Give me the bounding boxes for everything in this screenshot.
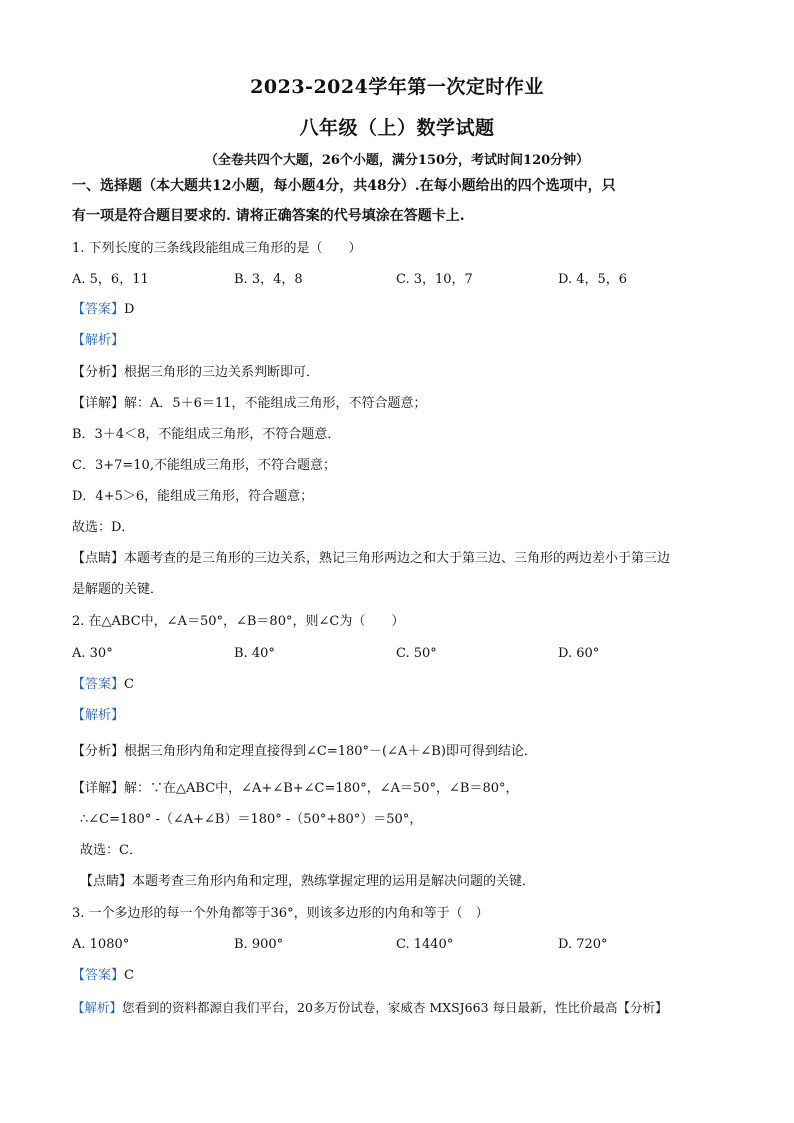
- answer-value: C: [124, 677, 134, 692]
- answer-value: D: [124, 302, 135, 317]
- q3-option-c: C. 1440°: [396, 937, 454, 952]
- dianjing-text: 本题考查的是三角形的三边关系，熟记三角形两边之和大于第三边、三角形的两边差小于第三边: [124, 551, 671, 566]
- q1-stem: 1. 下列长度的三条线段能组成三角形的是（ ）: [72, 241, 362, 256]
- q1-dianjing: [72, 550, 670, 568]
- q2-answer: [72, 676, 134, 694]
- q3-option-d: D. 720°: [558, 937, 608, 952]
- q1-detail-4: D．4+5＞6，能组成三角形，符合题意；: [72, 489, 314, 504]
- detail-tag: 【详解】: [72, 396, 125, 411]
- detail-tag: 【详解】: [72, 781, 125, 796]
- q2-option-c: C. 50°: [396, 646, 437, 661]
- q1-answer: [72, 301, 134, 319]
- q2-option-b: B. 40°: [234, 646, 275, 661]
- q1-detail-2: B．3＋4＜8，不能组成三角形，不符合题意．: [72, 427, 341, 442]
- q2-option-d: D. 60°: [558, 646, 600, 661]
- q3-stem: 3. 一个多边形的每一个外角都等于36°，则该多边形的内角和等于（ ）: [72, 906, 489, 921]
- analysis-tag: 【解析】: [72, 333, 125, 348]
- section-heading-line2: 有一项是符合题目要求的. 请将正确答案的代号填涂在答题卡上.: [72, 208, 465, 224]
- dianjing-tag: 【点睛】: [80, 874, 133, 889]
- q1-option-b: B. 3，4，8: [234, 272, 303, 287]
- q1-option-a: A. 5，6，11: [72, 272, 149, 287]
- analysis-text: 您看到的资料都源自我们平台，20多万份试卷，家威杏 MXSJ663 每日最新，性比价最高【分析】: [122, 1000, 668, 1015]
- detail-text: 解：A．5＋6＝11，不能组成三角形，不符合题意；: [124, 396, 427, 411]
- q3-option-a: A. 1080°: [72, 937, 130, 952]
- q1-option-d: D. 4，5，6: [558, 272, 628, 287]
- q2-detail-3: 故选：C．: [80, 843, 142, 858]
- answer-tag: 【答案】: [72, 968, 125, 983]
- fenxi-tag: 【分析】: [72, 365, 125, 380]
- answer-tag: 【答案】: [72, 677, 125, 692]
- fenxi-text: 根据三角形内角和定理直接得到∠C=180°－(∠A＋∠B)即可得到结论．: [124, 744, 537, 759]
- q3-analysis: [72, 999, 668, 1017]
- analysis-tag: 【解析】: [72, 1000, 123, 1015]
- q3-answer: [72, 967, 134, 985]
- q2-detail: [72, 780, 519, 798]
- exam-subtitle: 八年级（上）数学试题: [299, 117, 495, 139]
- exam-note: （全卷共四个大题，26个小题，满分150分，考试时间120分钟）: [204, 153, 590, 168]
- q2-fenxi: [72, 743, 537, 761]
- q1-dianjing-2: 是解题的关键．: [72, 582, 164, 597]
- exam-title: 2023-2024学年第一次定时作业: [250, 76, 544, 98]
- q1-option-c: C. 3，10，7: [396, 272, 473, 287]
- q1-detail-5: 故选：D．: [72, 520, 135, 535]
- fenxi-tag: 【分析】: [72, 744, 125, 759]
- answer-value: C: [124, 968, 134, 983]
- q2-stem: 2. 在△ABC中，∠A＝50°，∠B＝80°，则∠C为（ ）: [72, 614, 405, 629]
- dianjing-tag: 【点睛】: [72, 551, 125, 566]
- analysis-tag: 【解析】: [72, 708, 125, 723]
- section-heading-line1: 一、选择题（本大题共12小题，每小题4分，共48分）.在每小题给出的四个选项中，只: [72, 178, 616, 194]
- q1-analysis: [72, 332, 124, 350]
- q1-fenxi: [72, 364, 319, 382]
- q2-detail-2: ∴∠C=180° -（∠A+∠B）＝180° -（50°+80°）＝50°，: [80, 812, 423, 827]
- detail-text: 解：∵在△ABC中，∠A+∠B+∠C=180°，∠A＝50°，∠B＝80°，: [124, 781, 519, 796]
- answer-tag: 【答案】: [72, 302, 125, 317]
- q2-dianjing: [80, 873, 535, 891]
- q2-analysis: [72, 707, 124, 725]
- q2-option-a: A. 30°: [72, 646, 113, 661]
- q3-option-b: B. 900°: [234, 937, 284, 952]
- q1-detail-3: C．3+7=10,不能组成三角形，不符合题意；: [72, 458, 336, 473]
- dianjing-text: 本题考查三角形内角和定理，熟练掌握定理的运用是解决问题的关键．: [132, 874, 536, 889]
- fenxi-text: 根据三角形的三边关系判断即可．: [124, 365, 320, 380]
- q1-detail: [72, 395, 427, 413]
